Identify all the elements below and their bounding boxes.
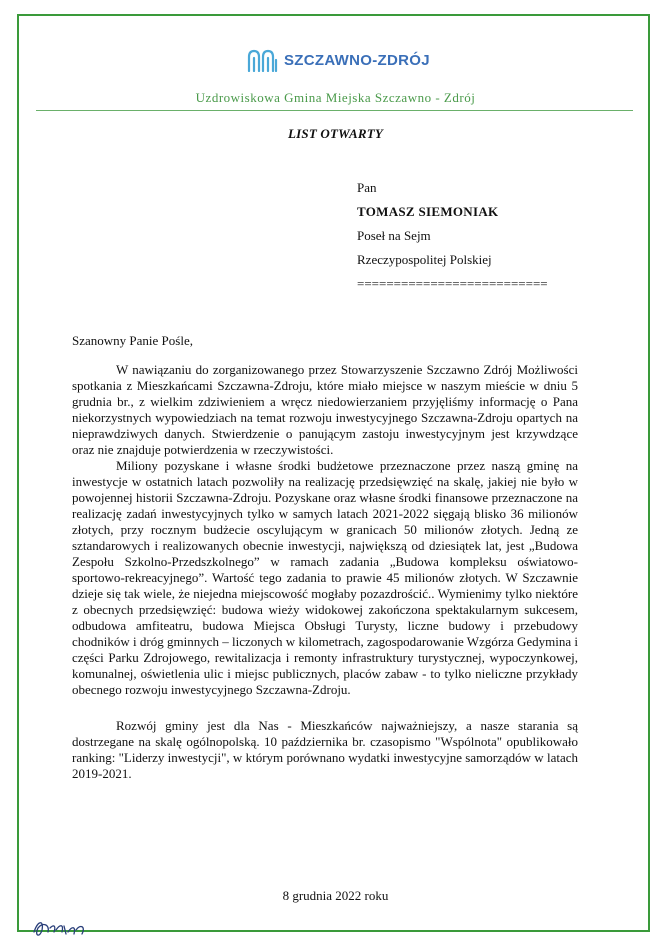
logo-text: SZCZAWNO-ZDRÓJ	[284, 51, 430, 69]
addressee-divider: ==========================	[357, 276, 548, 291]
paragraph-1: W nawiązaniu do zorganizowanego przez Stowarzyszenie Szczawno Zdrój Możliwości spotkania z Mieszkańcami Szczawna-Zdroju, które miało miejsce w naszym mieście w dniu 5 grudnia br., z wielkim zdziwieniem a wręcz niedowierzaniem przyjęliśmy informację o Pana niekorzystnych wypowiedziach na temat rozwoju inwestycyjnego Szczawna-Zdroju opartych na nieprawdziwych danych. Stwierdzenie o panującym zastoju inwestycyjnym jest krzywdzące oraz nie znajduje potwierdzenia w rzeczywistości.	[72, 362, 578, 457]
addressee-country: Rzeczypospolitej Polskiej	[357, 252, 492, 267]
document-title: LIST OTWARTY	[288, 126, 383, 141]
logo	[246, 48, 430, 72]
addressee-position: Poseł na Sejm	[357, 228, 431, 243]
letter-date: 8 grudnia 2022 roku	[282, 888, 389, 903]
paragraph-2: Miliony pozyskane i własne środki budżetowe przeznaczone przez naszą gminę na inwestycje w ostatnich latach pozwoliły na realizację przedsięwzięć na skalę, jakiej nie było w powojennej historii Szczawna-Zdroju. Pozyskane oraz własne środki finansowe przeznaczone na realizację zadań inwestycyjnych tylko w samych latach 2021-2022 sięgają blisko 36 milionów złotych, przy rocznym budżecie oscylującym w granicach 50 milionów złotych. Jedną ze sztandarowych i realizowanych obecnie inwestycji, największą od dziesiątek lat, jest „Budowa Zespołu Szkolno-Przedszkolnego” w ramach zadania „Budowa kompleksu oświatowo-sportowo-rekreacyjnego”. Wartość tego zadania to prawie 45 milionów złotych. W Szczawnie dzieje się tak wiele, że niejedna miejscowość mogłaby pozazdrościć.. Wymienimy tylko niektóre z obecnych przedsięwzięć: budowa wieży widokowej zakończona spektakularnym sukcesem, odbudowa amfiteatru, budowa Miejsca Obsługi Turysty, liczne budowy i przebudowy chodników i dróg gminnych – liczonych w kilometrach, zagospodarowanie Wzgórza Gedymina i części Parku Zdrojowego, rewitalizacja i remonty infrastruktury turystycznej, wypoczynkowej, komunalnej, oświetlenia ulic i miejsc publicznych, placów zabaw - to tylko nieliczne przykłady obecnego rozwoju inwestycyjnego Szczawna-Zdroju.	[72, 458, 578, 697]
salutation: Szanowny Panie Pośle,	[72, 333, 193, 348]
spa-arches-icon	[246, 48, 278, 72]
addressee-title: Pan	[357, 180, 377, 195]
header-divider	[36, 110, 633, 111]
organization-name: Uzdrowiskowa Gmina Miejska Szczawno - Zdrój	[195, 90, 476, 105]
addressee-name: TOMASZ SIEMONIAK	[357, 204, 499, 219]
letter-body	[72, 362, 578, 782]
signature-scribble	[30, 914, 100, 942]
paragraph-3: Rozwój gminy jest dla Nas - Mieszkańców najważniejszy, a nasze starania są dostrzegane na skalę ogólnopolską. 10 października br. czasopismo "Wspólnota" opublikowało ranking: "Liderzy inwestycji", w którym porównano wydatki inwestycyjne samorządów w latach 2019-2021.	[72, 718, 578, 781]
addressee-block	[357, 176, 548, 296]
